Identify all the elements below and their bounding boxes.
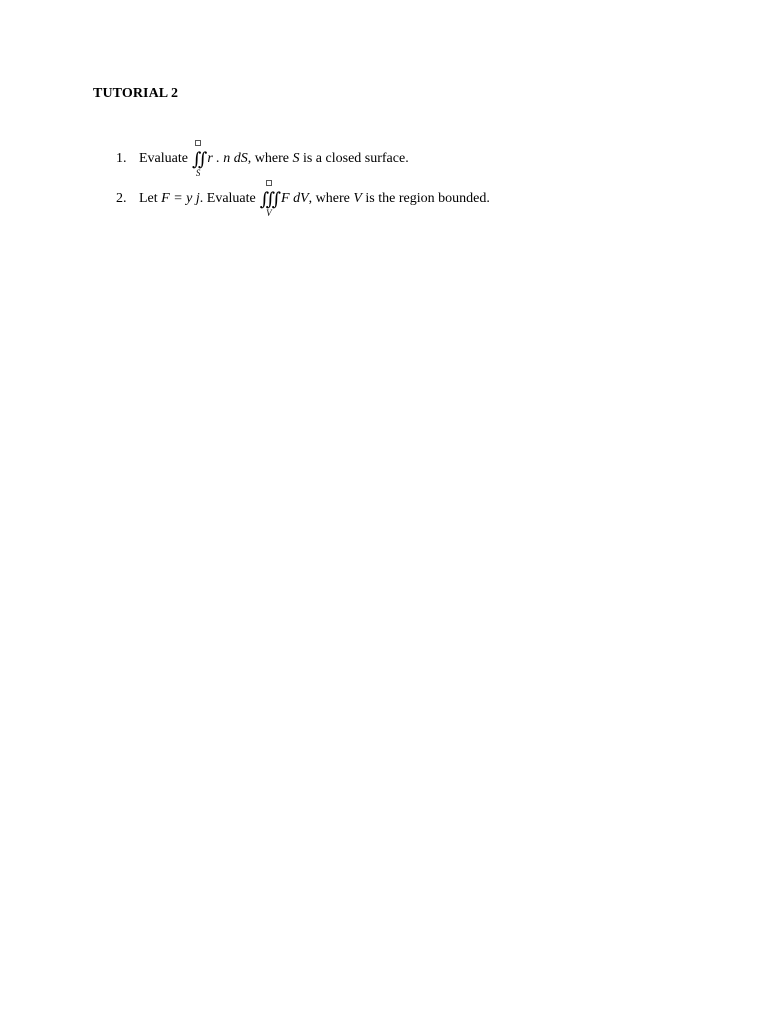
question-mid: . Evaluate bbox=[199, 191, 256, 206]
question-number: 1. bbox=[116, 151, 127, 166]
integral-subscript: S bbox=[195, 168, 201, 178]
question-text bbox=[139, 189, 490, 218]
region-variable: V bbox=[353, 191, 362, 206]
question-number: 2. bbox=[116, 191, 127, 206]
page-title: TUTORIAL 2 bbox=[93, 86, 179, 101]
volume-integral-symbol bbox=[259, 189, 279, 218]
question-item-1 bbox=[116, 149, 409, 178]
question-rest-suffix: is a closed surface. bbox=[299, 151, 409, 166]
integral-subscript: V bbox=[266, 208, 272, 218]
missing-glyph-box bbox=[266, 180, 272, 186]
question-item-2 bbox=[116, 189, 490, 218]
double-integral-sign: ∬ bbox=[191, 149, 205, 169]
question-rest-prefix: , where bbox=[308, 191, 354, 206]
question-rest-prefix: , where bbox=[247, 151, 293, 166]
question-lead: Evaluate bbox=[139, 151, 188, 166]
surface-integral-symbol bbox=[191, 149, 205, 178]
question-text bbox=[139, 149, 409, 178]
integrand: F dV bbox=[281, 191, 309, 206]
question-list bbox=[116, 0, 676, 260]
field-definition: F = y j bbox=[161, 191, 200, 206]
triple-integral-sign: ∭ bbox=[259, 189, 279, 209]
integrand: r . n dS bbox=[207, 151, 248, 166]
surface-variable: S bbox=[292, 151, 300, 166]
question-rest-suffix: is the region bounded. bbox=[361, 191, 490, 206]
missing-glyph-box bbox=[195, 140, 201, 146]
question-lead: Let bbox=[139, 191, 162, 206]
